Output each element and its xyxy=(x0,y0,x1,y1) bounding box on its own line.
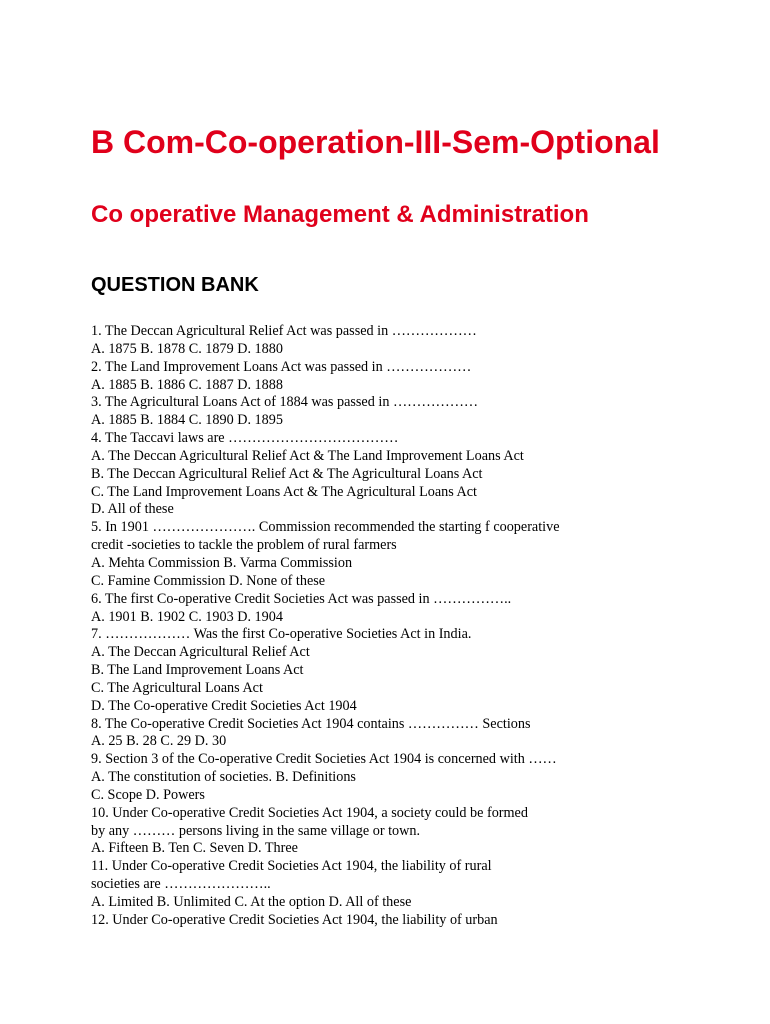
question-line: by any ……… persons living in the same village or town. xyxy=(91,822,421,839)
question-line: A. 25 B. 28 C. 29 D. 30 xyxy=(91,733,227,750)
question-line: C. The Land Improvement Loans Act & The Agricultural Loans Act xyxy=(91,483,477,500)
question-line: B. The Land Improvement Loans Act xyxy=(91,662,304,679)
document-title: B Com-Co-operation-III-Sem-Optional xyxy=(91,124,660,160)
question-line: 5. In 1901 …………………. Commission recommended the starting f cooperative xyxy=(91,519,560,536)
section-heading: QUESTION BANK xyxy=(91,274,259,296)
question-line: 9. Section 3 of the Co-operative Credit Societies Act 1904 is concerned with …… xyxy=(91,751,557,768)
question-line: 12. Under Co-operative Credit Societies Act 1904, the liability of urban xyxy=(91,911,498,928)
question-line: C. Scope D. Powers xyxy=(91,786,205,803)
question-line: D. The Co-operative Credit Societies Act 1904 xyxy=(91,697,357,714)
question-line: A. Fifteen B. Ten C. Seven D. Three xyxy=(91,840,298,857)
question-line: C. Famine Commission D. None of these xyxy=(91,572,326,589)
question-line: societies are ………………….. xyxy=(91,876,271,893)
question-line: D. All of these xyxy=(91,501,174,518)
question-line: A. The constitution of societies. B. Definitions xyxy=(91,769,356,786)
question-line: A. 1875 B. 1878 C. 1879 D. 1880 xyxy=(91,340,283,357)
question-line: A. The Deccan Agricultural Relief Act & The Land Improvement Loans Act xyxy=(91,447,524,464)
question-list xyxy=(91,323,751,930)
question-line: 11. Under Co-operative Credit Societies Act 1904, the liability of rural xyxy=(91,858,492,875)
question-line: A. Limited B. Unlimited C. At the option D. All of these xyxy=(91,894,412,910)
question-line: credit -societies to tackle the problem of rural farmers xyxy=(91,537,397,554)
question-line: 6. The first Co-operative Credit Societies Act was passed in …………….. xyxy=(91,590,512,607)
question-line: B. The Deccan Agricultural Relief Act & The Agricultural Loans Act xyxy=(91,465,483,482)
question-line: A. Mehta Commission B. Varma Commission xyxy=(91,554,353,571)
question-line: 10. Under Co-operative Credit Societies Act 1904, a society could be formed xyxy=(91,804,528,821)
document-subtitle: Co operative Management & Administration xyxy=(91,201,589,228)
question-line: A. 1885 B. 1886 C. 1887 D. 1888 xyxy=(91,376,283,393)
question-line: 1. The Deccan Agricultural Relief Act was passed in ……………… xyxy=(91,323,477,339)
question-line: 4. The Taccavi laws are ……………………………… xyxy=(91,430,399,447)
question-line: A. 1901 B. 1902 C. 1903 D. 1904 xyxy=(91,608,283,625)
question-line: 2. The Land Improvement Loans Act was passed in ……………… xyxy=(91,358,472,375)
question-line: 7. ……………… Was the first Co-operative Societies Act in India. xyxy=(91,626,472,643)
question-line: A. 1885 B. 1884 C. 1890 D. 1895 xyxy=(91,412,283,429)
question-line: A. The Deccan Agricultural Relief Act xyxy=(91,644,310,661)
question-line: C. The Agricultural Loans Act xyxy=(91,679,263,696)
question-line: 3. The Agricultural Loans Act of 1884 was passed in ……………… xyxy=(91,394,479,411)
question-line: 8. The Co-operative Credit Societies Act 1904 contains …………… Sections xyxy=(91,715,531,732)
